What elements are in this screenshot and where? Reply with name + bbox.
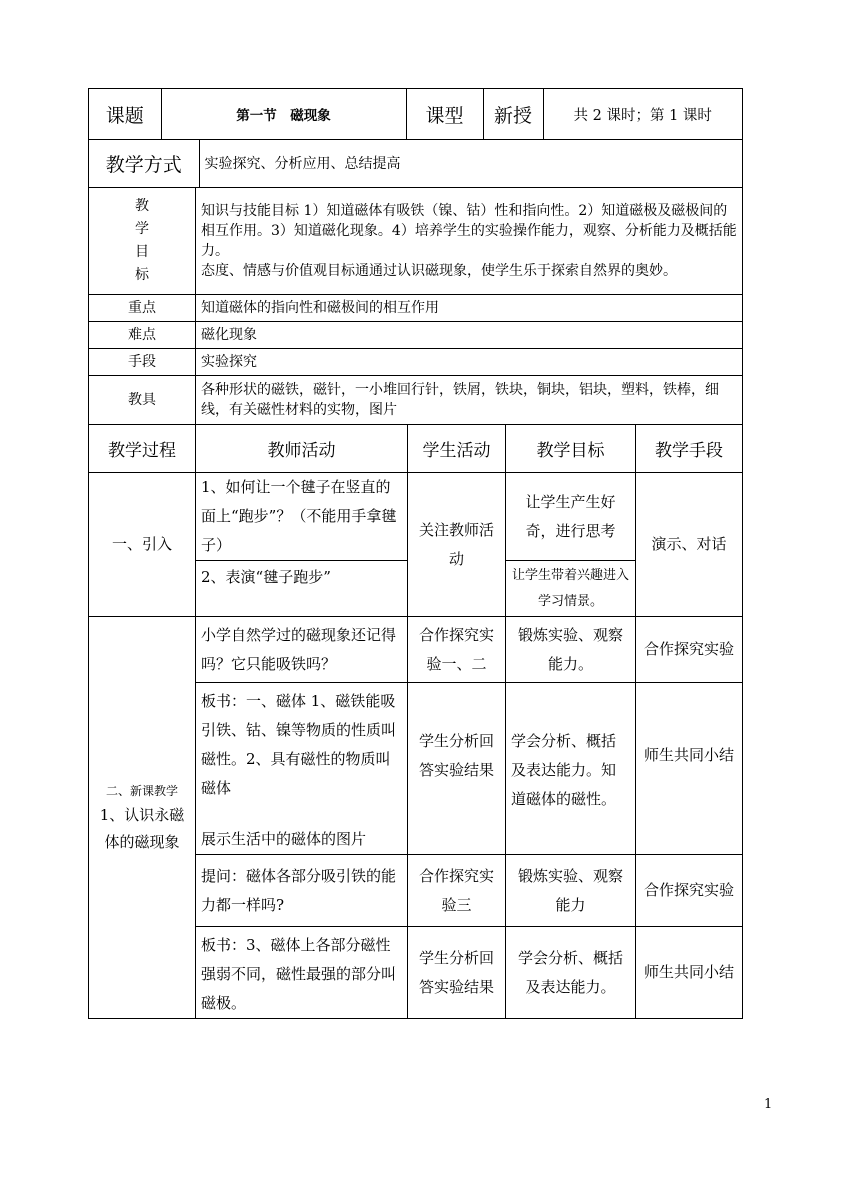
teaching-goal: 锻炼实验、观察能力。 — [506, 617, 636, 683]
objectives-label-char: 教 — [135, 198, 149, 214]
class-hours: 共 2 课时；第 1 课时 — [573, 107, 712, 124]
teaching-goal: 学会分析、概括及表达能力。知道磁体的磁性。 — [506, 683, 636, 855]
teaching-means: 合作探究实验 — [636, 855, 743, 927]
column-header: 教学过程 — [89, 425, 196, 473]
stage-intro: 一、引入 — [89, 473, 196, 617]
header-row — [89, 89, 743, 140]
spacer — [201, 803, 402, 825]
teaching-goal: 让学生带着兴趣进入学习情景。 — [506, 561, 636, 617]
student-activity: 合作探究实验一、二 — [408, 617, 506, 683]
teaching-means: 师生共同小结 — [636, 683, 743, 855]
teacher-activity: 1、如何让一个毽子在竖直的面上“跑步”？（不能用手拿毽子） — [196, 473, 408, 561]
blackboard-notes: 板书：一、磁体 1、磁铁能吸引铁、钴、镍等物质的性质叫磁性。2、具有磁性的物质叫磁体 — [201, 692, 397, 797]
info-label: 手段 — [89, 349, 196, 376]
info-value: 知道磁体的指向性和磁极间的相互作用 — [196, 295, 743, 322]
info-label: 难点 — [89, 322, 196, 349]
method-label: 教学方式 — [89, 140, 199, 187]
info-value: 实验探究 — [196, 349, 743, 376]
attitude-objective: 态度、情感与价值观目标通通过认识磁现象，使学生乐于探索自然界的奥妙。 — [201, 263, 677, 279]
method-value: 实验探究、分析应用、总结提高 — [204, 155, 401, 172]
type-label: 课型 — [406, 89, 483, 139]
teaching-means: 演示、对话 — [636, 473, 743, 617]
column-header: 教学目标 — [506, 425, 636, 473]
stage-new-lesson — [89, 617, 196, 1019]
teaching-goal: 锻炼实验、观察能力 — [506, 855, 636, 927]
info-row — [89, 349, 743, 376]
intro-row — [89, 473, 743, 561]
info-label: 教具 — [89, 376, 196, 425]
objectives-row — [89, 188, 743, 295]
student-activity: 学生分析回答实验结果 — [408, 683, 506, 855]
teacher-activity: 板书：3、磁体上各部分磁性强弱不同，磁性最强的部分叫磁极。 — [196, 927, 408, 1019]
type-value: 新授 — [483, 89, 543, 139]
lesson-plan-table — [88, 88, 743, 1019]
teaching-means: 合作探究实验 — [636, 617, 743, 683]
teacher-activity: 小学自然学过的磁现象还记得吗？它只能吸铁吗？ — [196, 617, 408, 683]
info-value: 磁化现象 — [196, 322, 743, 349]
process-header-row — [89, 425, 743, 473]
teaching-goal: 让学生产生好奇，进行思考 — [506, 473, 636, 561]
info-label: 重点 — [89, 295, 196, 322]
stage-line: 1、认识永磁体的磁现象 — [99, 805, 185, 851]
lesson-row — [89, 617, 743, 683]
course-title: 第一节 磁现象 — [161, 89, 406, 139]
page-number: 1 — [764, 1097, 773, 1112]
column-header: 学生活动 — [408, 425, 506, 473]
info-row — [89, 322, 743, 349]
student-activity: 合作探究实验三 — [408, 855, 506, 927]
info-value: 各种形状的磁铁，磁针，一小堆回行针，铁屑，铁块，铜块，铝块，塑料，铁棒，细线，有关磁性材料的实物，图片 — [196, 376, 743, 425]
teacher-activity-extra: 展示生活中的磁体的图片 — [201, 830, 367, 848]
knowledge-objective: 知识与技能目标 1）知道磁体有吸铁（镍、钴）性和指向性。2）知道磁极及磁极间的相互作用。3）知道磁化现象。4）培养学生的实验操作能力，观察、分析能力及概括能力。 — [201, 203, 737, 259]
teacher-activity: 提问：磁体各部分吸引铁的能力都一样吗? — [196, 855, 408, 927]
info-row — [89, 295, 743, 322]
teaching-goal: 学会分析、概括及表达能力。 — [506, 927, 636, 1019]
objectives-label — [89, 188, 196, 295]
teacher-activity: 2、表演“毽子跑步” — [196, 561, 408, 617]
objectives-label-char: 学 — [135, 221, 149, 237]
info-row — [89, 376, 743, 425]
course-label: 课题 — [89, 89, 161, 139]
teacher-activity — [196, 683, 408, 855]
objectives-label-char: 目 — [135, 244, 149, 260]
stage-line: 二、新课教学 — [105, 783, 178, 798]
column-header: 教学手段 — [636, 425, 743, 473]
student-activity: 关注教师活动 — [408, 473, 506, 617]
student-activity: 学生分析回答实验结果 — [408, 927, 506, 1019]
column-header: 教师活动 — [196, 425, 408, 473]
teaching-means: 师生共同小结 — [636, 927, 743, 1019]
objectives-label-char: 标 — [135, 267, 149, 283]
method-row — [89, 140, 743, 188]
